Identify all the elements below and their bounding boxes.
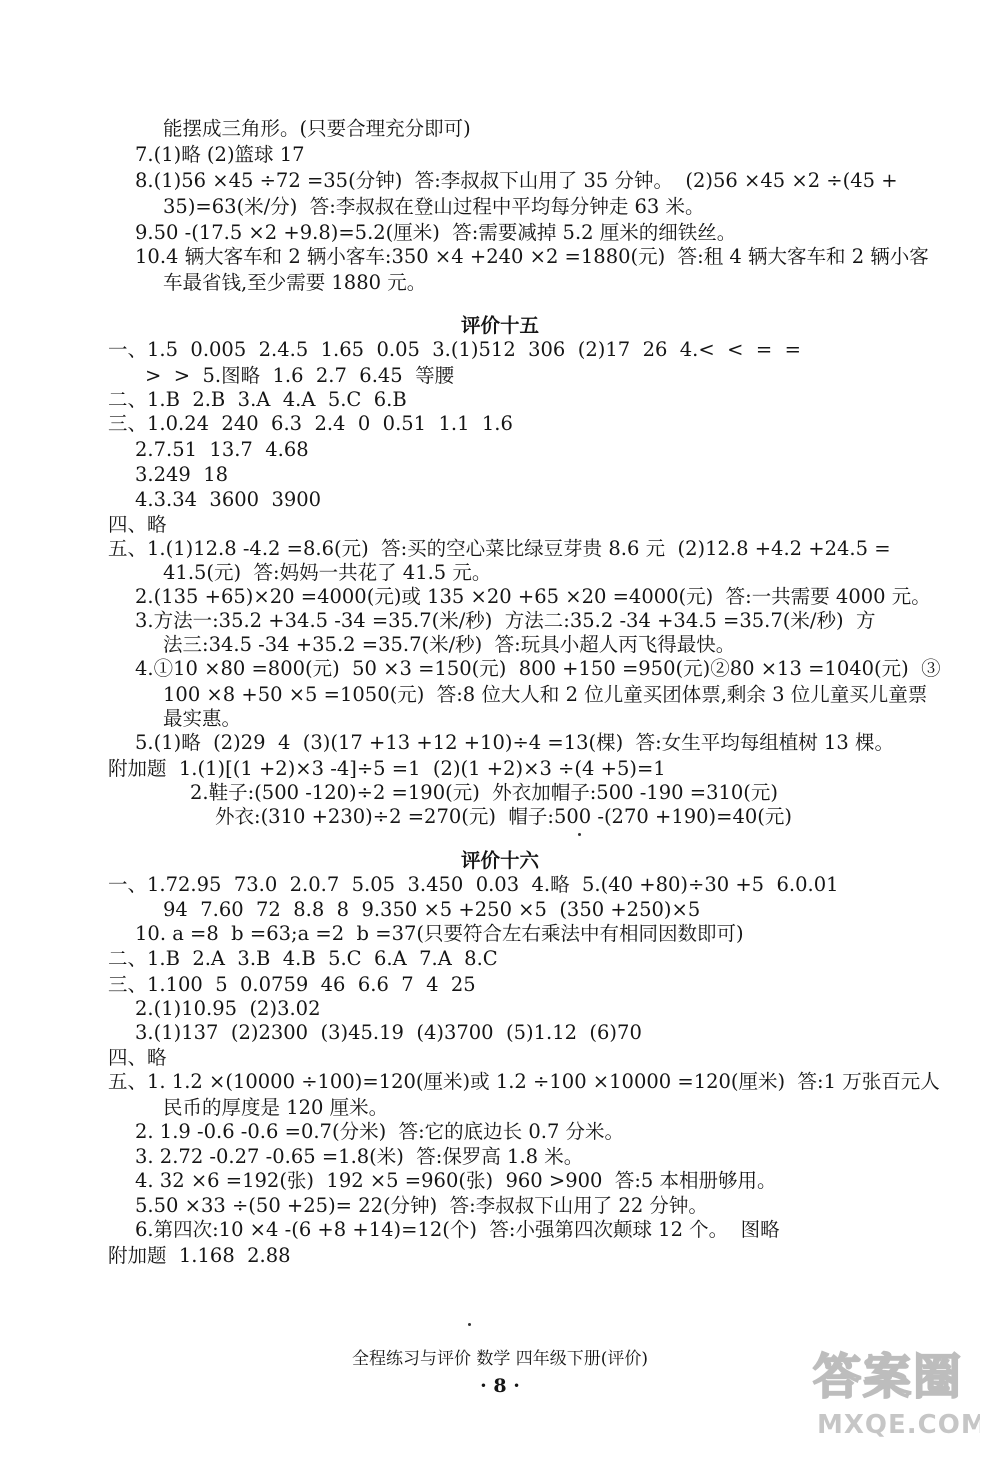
text-line: 100 ×8 +50 ×5 =1050(元) 答:8 位大人和 2 位儿童买团体票,剩余 3 位儿童买儿童票 [163, 683, 928, 706]
text-line: 3.249 18 [135, 463, 229, 486]
watermark-logo-graphic [805, 1337, 980, 1447]
text-line: 四、略 [108, 1046, 167, 1069]
text-line: 3.方法一:35.2 +34.5 -34 =35.7(米/秒) 方法二:35.2 -34 +34.5 =35.7(米/秒) 方 [135, 609, 876, 632]
text-line: 最实惠。 [163, 707, 242, 730]
watermark-text: 答案圈 [813, 1349, 964, 1405]
text-line: 2.鞋子:(500 -120)÷2 =190(元) 外衣加帽子:500 -190 =310(元) [190, 781, 778, 804]
watermark-url: MXQE.COM [817, 1410, 980, 1440]
text-line: 法三:34.5 -34 +35.2 =35.7(米/秒) 答:玩具小超人丙飞得最快。 [163, 633, 736, 656]
text-line: 35)=63(米/分) 答:李叔叔在登山过程中平均每分钟走 63 米。 [163, 195, 705, 218]
text-line: 一、1.5 0.005 2.4.5 1.65 0.05 3.(1)512 306 (2)17 26 4.< < = = [108, 338, 801, 361]
text-line: 2.(1)10.95 (2)3.02 [135, 997, 321, 1020]
text-line: 车最省钱,至少需要 1880 元。 [163, 271, 427, 294]
text-line: 4.①10 ×80 =800(元) 50 ×3 =150(元) 800 +150 =950(元)②80 ×13 =1040(元) ③ [135, 657, 941, 680]
text-line: 二、1.B 2.A 3.B 4.B 5.C 6.A 7.A 8.C [108, 947, 498, 970]
text-line: 10. a =8 b =63;a =2 b =37(只要符合左右乘法中有相同因数即可) [135, 922, 744, 945]
text-line: 民币的厚度是 120 厘米。 [163, 1096, 389, 1119]
text-line: 外衣:(310 +230)÷2 =270(元) 帽子:500 -(270 +190)=40(元) [215, 805, 793, 828]
text-line: 五、1. 1.2 ×(10000 ÷100)=120(厘米)或 1.2 ÷100 ×10000 =120(厘米) 答:1 万张百元人 [108, 1070, 940, 1093]
text-line: 9.50 -(17.5 ×2 +9.8)=5.2(厘米) 答:需要减掉 5.2 厘米的细铁丝。 [135, 221, 737, 244]
text-line: 2.7.51 13.7 4.68 [135, 438, 309, 461]
text-line: 附加题 1.(1)[(1 +2)×3 -4]÷5 =1 (2)(1 +2)×3 ÷(4 +5)=1 [108, 757, 666, 780]
text-line: 4. 32 ×6 =192(张) 192 ×5 =960(张) 960 >900 答:5 本相册够用。 [135, 1169, 777, 1192]
text-line: 一、1.72.95 73.0 2.0.7 5.05 3.450 0.03 4.略 5.(40 +80)÷30 +5 6.0.01 [108, 873, 839, 896]
watermark-logo [805, 1337, 980, 1447]
section-title: 评价十六 [460, 849, 539, 872]
text-line: 6.第四次:10 ×4 -(6 +8 +14)=12(个) 答:小强第四次颠球 12 个。 图略 [135, 1218, 780, 1241]
text-line: 8.(1)56 ×45 ÷72 =35(分钟) 答:李叔叔下山用了 35 分钟。 (2)56 ×45 ×2 ÷(45 + [135, 169, 898, 192]
text-line: 94 7.60 72 8.8 8 9.350 ×5 +250 ×5 (350 +250)×5 [163, 898, 701, 921]
print-speck [578, 833, 581, 836]
print-speck [468, 1323, 471, 1326]
text-line: 4.3.34 3600 3900 [135, 488, 322, 511]
text-line: 5.(1)略 (2)29 4 (3)(17 +13 +12 +10)÷4 =13(棵) 答:女生平均每组植树 13 棵。 [135, 731, 894, 754]
text-line: 10.4 辆大客车和 2 辆小客车:350 ×4 +240 ×2 =1880(元) 答:租 4 辆大客车和 2 辆小客 [135, 245, 929, 268]
text-line: 三、1.0.24 240 6.3 2.4 0 0.51 1.1 1.6 [108, 412, 513, 435]
text-line: 四、略 [108, 513, 167, 536]
text-line: > > 5.图略 1.6 2.7 6.45 等腰 [145, 364, 455, 387]
text-line: 41.5(元) 答:妈妈一共花了 41.5 元。 [163, 561, 492, 584]
text-line: 附加题 1.168 2.88 [108, 1244, 291, 1267]
text-line: 三、1.100 5 0.0759 46 6.6 7 4 25 [108, 973, 476, 996]
text-line: 7.(1)略 (2)篮球 17 [135, 143, 305, 166]
book-footer: 全程练习与评价 数学 四年级下册(评价) [351, 1349, 649, 1369]
text-line: 2.(135 +65)×20 =4000(元)或 135 ×20 +65 ×20 =4000(元) 答:一共需要 4000 元。 [135, 585, 931, 608]
text-line: 5.50 ×33 ÷(50 +25)= 22(分钟) 答:李叔叔下山用了 22 分钟。 [135, 1194, 708, 1217]
page-number: · 8 · [480, 1375, 520, 1397]
text-line: 二、1.B 2.B 3.A 4.A 5.C 6.B [108, 388, 407, 411]
text-line: 能摆成三角形。(只要合理充分即可) [163, 117, 471, 140]
text-line: 2. 1.9 -0.6 -0.6 =0.7(分米) 答:它的底边长 0.7 分米。 [135, 1120, 625, 1143]
text-line: 五、1.(1)12.8 -4.2 =8.6(元) 答:买的空心菜比绿豆芽贵 8.6 元 (2)12.8 +4.2 +24.5 = [108, 537, 891, 560]
text-line: 3. 2.72 -0.27 -0.65 =1.8(米) 答:保罗高 1.8 米。 [135, 1145, 584, 1168]
section-title: 评价十五 [460, 314, 539, 337]
text-line: 3.(1)137 (2)2300 (3)45.19 (4)3700 (5)1.12 (6)70 [135, 1021, 642, 1044]
